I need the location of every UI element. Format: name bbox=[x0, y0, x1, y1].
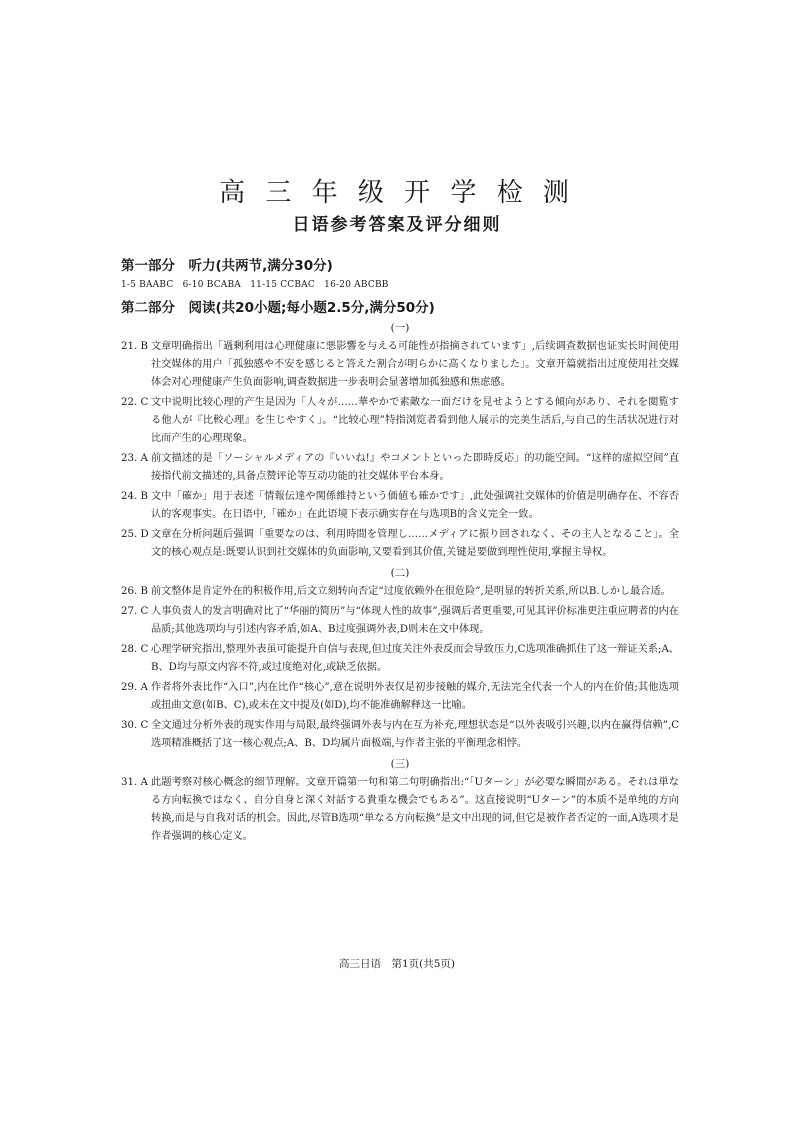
question-number: 26. B bbox=[121, 586, 148, 597]
question-explanation bbox=[121, 774, 679, 846]
question-explanation bbox=[121, 641, 679, 677]
question-number: 22. C bbox=[121, 397, 149, 408]
question-number: 29. A bbox=[121, 682, 148, 693]
explanation-text: 全文通过分析外表的现实作用与局限,最终强调外表与内在互为补充,理想状态是“以外表吸引兴趣,以内在赢得信赖”,C选项精准概括了这一核心观点;A、B、D均属片面极端,与作者主张的平衡理念相悖。 bbox=[151, 720, 679, 749]
question-number: 27. C bbox=[121, 606, 149, 617]
question-number: 23. A bbox=[121, 453, 148, 464]
explanation-text: 文章明确指出「過剰利用は心理健康に悪影響を与える可能性が指摘されています」,后续调查数据也证实长时间使用社交媒体的用户「孤独感や不安を感じると答えた割合が明らかに高くなりました」。文章开篇就指出过度使用社交媒体会对心理健康产生负面影响,调查数据进一步表明会显著增加孤独感和焦虑感。 bbox=[151, 341, 679, 388]
explanation-text: 前文描述的是「ソーシャルメディアの『いいね!』やコメントといった即時反応」的功能空间。“这样的虚拟空间”直接指代前文描述的,具备点赞评论等互动功能的社交媒体平台本身。 bbox=[151, 453, 679, 482]
explanation-text: 作者将外表比作“入口”,内在比作“核心”,意在说明外表仅是初步接触的媒介,无法完全代表一个人的内在价值;其他选项或扭曲文意(如B、C),或未在文中提及(如D),均不能准确解释这一比喻。 bbox=[151, 682, 679, 711]
part2-heading: 第二部分 阅读(共20小题;每小题2.5分,满分50分) bbox=[121, 300, 435, 316]
question-explanation bbox=[121, 394, 679, 448]
page-footer: 高三日语 第1页(共5页) bbox=[338, 958, 456, 970]
question-explanation bbox=[121, 603, 679, 639]
question-explanation bbox=[121, 450, 679, 486]
section-mark: (二) bbox=[390, 567, 410, 579]
page-title: 高 三 年 级 开 学 检 测 bbox=[219, 178, 575, 208]
question-explanation bbox=[121, 338, 679, 392]
question-explanation bbox=[121, 679, 679, 715]
explanation-text: 此题考察对核心概念的细节理解。文章开篇第一句和第二句明确指出:“「Uターン」が必要な瞬間がある。それは単なる方向転換ではなく、自分自身と深く対話する貴重な機会でもある”。这直接说明“Uターン”的本质不是单纯的方向转换,而是与自我对话的机会。因此,尽管B选项“単なる方向転換”是文中出现的词,但它是被作者否定的一面,A选项才是作者强调的核心定义。 bbox=[151, 777, 679, 842]
question-number: 21. B bbox=[121, 341, 148, 352]
question-explanation bbox=[121, 488, 679, 524]
section-3 bbox=[121, 755, 679, 846]
listening-answers: 1-5 BAABC 6-10 BCABA 11-15 CCBAC 16-20 ABCBB bbox=[121, 280, 389, 290]
part1-heading: 第一部分 听力(共两节,满分30分) bbox=[121, 258, 333, 274]
question-number: 25. D bbox=[121, 529, 149, 540]
explanation-text: 文章在分析问题后强调「重要なのは、利用時間を管理し……メディアに振り回されなく、その主人となること」。全文的核心观点是:既要认识到社交媒体的负面影响,又要看到其价值,关键是要做到理性使用,掌握主导权。 bbox=[151, 529, 679, 558]
question-explanation bbox=[121, 526, 679, 562]
section-2 bbox=[121, 564, 679, 753]
section-mark: (三) bbox=[390, 758, 410, 770]
explanation-text: 前文整体是肯定外在的积极作用,后文立刻转向否定“过度依赖外在很危险”,是明显的转折关系,所以B.しかし最合适。 bbox=[151, 586, 671, 597]
question-explanation bbox=[121, 583, 679, 601]
section-1 bbox=[121, 319, 679, 562]
section-mark: (一) bbox=[390, 322, 410, 334]
page-subtitle: 日语参考答案及评分细则 bbox=[292, 215, 502, 235]
explanation-text: 文中「確か」用于表述「情報伝達や関係維持という価値も確かです」,此处强调社交媒体的价值是明确存在、不容否认的客观事实。在日语中,「確か」在此语境下表示确实存在与选项B的含义完全一致。 bbox=[151, 491, 679, 520]
question-number: 31. A bbox=[121, 777, 148, 788]
explanation-text: 文中说明比较心理的产生是因为「人々が……華やかで素敵な一面だけを見せようとする傾向があり、それを閲覧する他人が『比較心理』を生じやすく」。“比较心理”特指浏览者看到他人展示的完美生活后,与自己的生活状况进行对比而产生的心理现象。 bbox=[151, 397, 679, 444]
question-number: 28. C bbox=[121, 644, 149, 655]
explanation-text: 人事负责人的发言明确对比了“华丽的简历”与“体现人性的故事”,强调后者更重要,可见其评价标准更注重应聘者的内在品质;其他选项均与引述内容矛盾,如A、B过度强调外表,D则未在文中体现。 bbox=[151, 606, 679, 635]
question-number: 30. C bbox=[121, 720, 149, 731]
question-number: 24. B bbox=[121, 491, 148, 502]
question-explanation bbox=[121, 717, 679, 753]
explanation-text: 心理学研究指出,整理外表虽可能提升自信与表现,但过度关注外表反而会导致压力,C选项准确抓住了这一辩证关系;A、B、D均与原文内容不符,或过度绝对化,或缺乏依据。 bbox=[151, 644, 679, 673]
answer-content bbox=[121, 255, 679, 848]
